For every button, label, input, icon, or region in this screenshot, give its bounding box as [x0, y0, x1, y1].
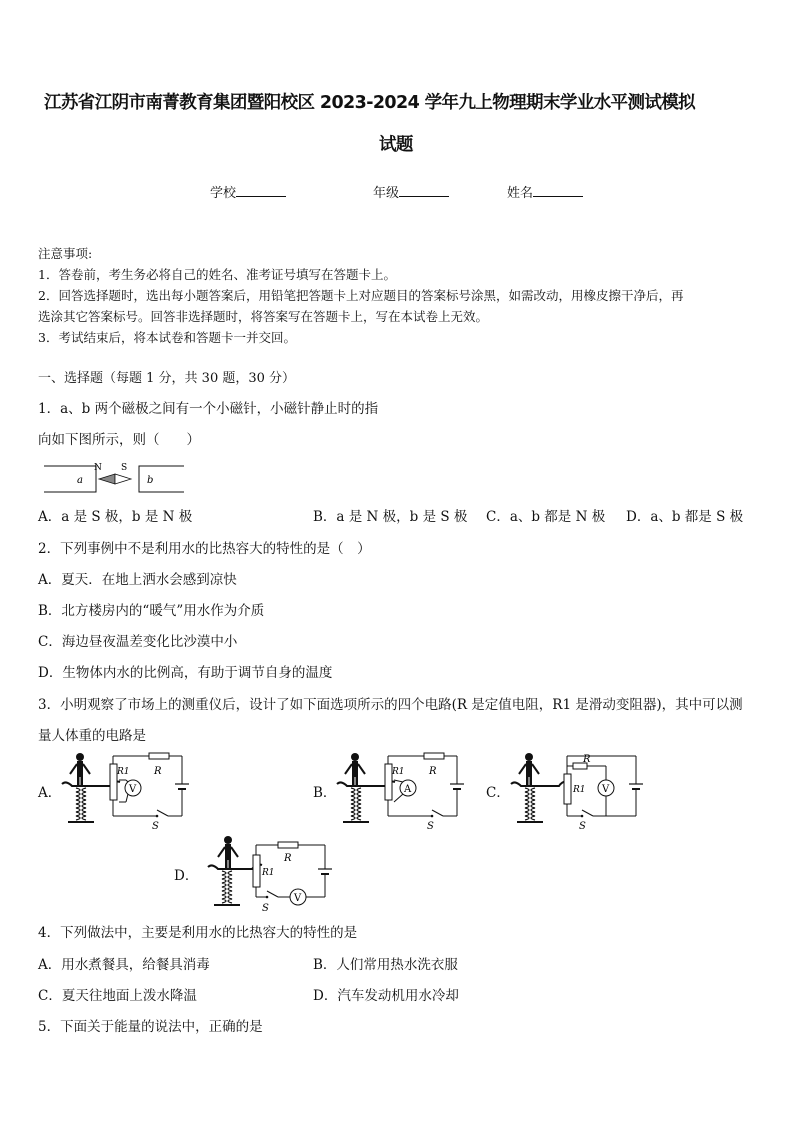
needle-n-label: N — [94, 463, 102, 473]
circuit-d-switch-label: S — [262, 903, 269, 914]
q4-option-b: B．人们常用热水洗衣服 — [313, 957, 458, 973]
q5-stem: 5．下面关于能量的说法中，正确的是 — [38, 1019, 263, 1035]
q2-option-d: D．生物体内水的比例高，有助于调节自身的温度 — [38, 665, 333, 681]
q3-stem-line2: 量人体重的电路是 — [38, 728, 146, 744]
magnet-a-label: a — [77, 475, 83, 486]
q2-option-b: B．北方楼房内的“暖气”用水作为介质 — [38, 603, 265, 619]
q2-option-a: A．夏天．在地上洒水会感到凉快 — [38, 572, 237, 588]
name-field — [507, 182, 583, 201]
notice-heading: 注意事项: — [38, 246, 93, 261]
circuit-d-r1-label: R1 — [262, 868, 275, 878]
school-label: 学校 — [210, 186, 237, 201]
q1-option-c: C．a、b 都是 N 极 — [486, 509, 606, 525]
q4-option-a: A．用水煮餐具，给餐具消毒 — [38, 957, 210, 973]
circuit-a-r1-label: R1 — [117, 767, 130, 777]
q4-option-d: D．汽车发动机用水冷却 — [313, 988, 459, 1004]
q2-option-c: C．海边昼夜温差变化比沙漠中小 — [38, 634, 238, 650]
circuit-c-switch-label: S — [579, 821, 586, 832]
circuit-a-switch-label: S — [152, 821, 159, 832]
school-blank — [236, 184, 286, 197]
circuit-b-r1-label: R1 — [392, 767, 405, 777]
q1-stem-line1: 1．a、b 两个磁极之间有一个小磁针，小磁针静止时的指 — [38, 401, 379, 417]
q3-option-d-label: D． — [174, 868, 199, 884]
person-on-scale-icon — [519, 753, 539, 786]
person-on-scale-icon — [218, 836, 238, 869]
circuit-a-figure — [62, 752, 194, 830]
circuit-b-meter-label: A — [404, 784, 412, 795]
school-field — [210, 182, 286, 201]
circuit-a-meter-label: V — [129, 784, 137, 795]
grade-blank — [399, 184, 449, 197]
circuit-b-r-label: R — [429, 766, 437, 777]
q3-option-c-label: C． — [486, 785, 510, 801]
q1-magnet-figure — [44, 460, 189, 496]
circuit-d-figure — [200, 835, 335, 915]
q3-option-b-label: B． — [313, 785, 337, 801]
circuit-d-meter-label: V — [294, 893, 302, 904]
document-title-line1: 江苏省江阴市南菁教育集团暨阳校区 2023-2024 学年九上物理期末学业水平测试模拟 — [44, 93, 696, 113]
q1-option-b: B．a 是 N 极，b 是 S 极 — [313, 509, 468, 525]
circuit-c-r1-label: R1 — [573, 785, 586, 795]
circuit-c-r-label: R — [583, 754, 591, 765]
q4-option-c: C．夏天往地面上泼水降温 — [38, 988, 197, 1004]
q2-stem: 2．下列事例中不是利用水的比热容大的特性的是（ ） — [38, 541, 371, 557]
q1-option-a: A．a 是 S 极，b 是 N 极 — [38, 509, 193, 525]
name-blank — [533, 184, 583, 197]
name-label: 姓名 — [507, 186, 534, 201]
notice-item: 3．考试结束后，将本试卷和答题卡一并交回。 — [38, 330, 296, 345]
section-heading: 一、选择题（每题 1 分，共 30 题，30 分） — [38, 371, 296, 386]
q3-option-a-label: A． — [38, 785, 62, 801]
q4-stem: 4．下列做法中，主要是利用水的比热容大的特性的是 — [38, 925, 358, 941]
grade-field — [373, 182, 449, 201]
q3-stem-line1: 3．小明观察了市场上的测重仪后，设计了如下面选项所示的四个电路(R 是定值电阻，R1 是滑动变阻器)，其中可以测 — [38, 697, 743, 713]
circuit-b-figure — [337, 752, 469, 830]
grade-label: 年级 — [373, 186, 400, 201]
notice-item: 1．答卷前，考生务必将自己的姓名、准考证号填写在答题卡上。 — [38, 267, 396, 282]
person-on-scale-icon — [345, 753, 365, 786]
circuit-b-switch-label: S — [427, 821, 434, 832]
notice-item: 选涂其它答案标号。回答非选择题时，将答案写在答题卡上，写在本试卷上无效。 — [38, 309, 489, 324]
circuit-c-meter-label: V — [602, 784, 610, 795]
notice-item: 2．回答选择题时，选出每小题答案后，用铅笔把答题卡上对应题目的答案标号涂黑，如需改动，用橡皮擦干净后，再 — [38, 288, 684, 303]
magnet-b-label: b — [147, 475, 154, 486]
q1-option-d: D．a、b 都是 S 极 — [626, 509, 744, 525]
document-title-line2: 试题 — [379, 135, 413, 155]
person-on-scale-icon — [70, 753, 90, 786]
needle-s-label: S — [121, 463, 128, 473]
circuit-c-figure — [511, 752, 643, 830]
circuit-a-r-label: R — [154, 766, 162, 777]
notice-block — [38, 243, 683, 348]
q1-stem-line2: 向如下图所示，则（ ） — [38, 432, 200, 448]
circuit-d-r-label: R — [284, 853, 292, 864]
